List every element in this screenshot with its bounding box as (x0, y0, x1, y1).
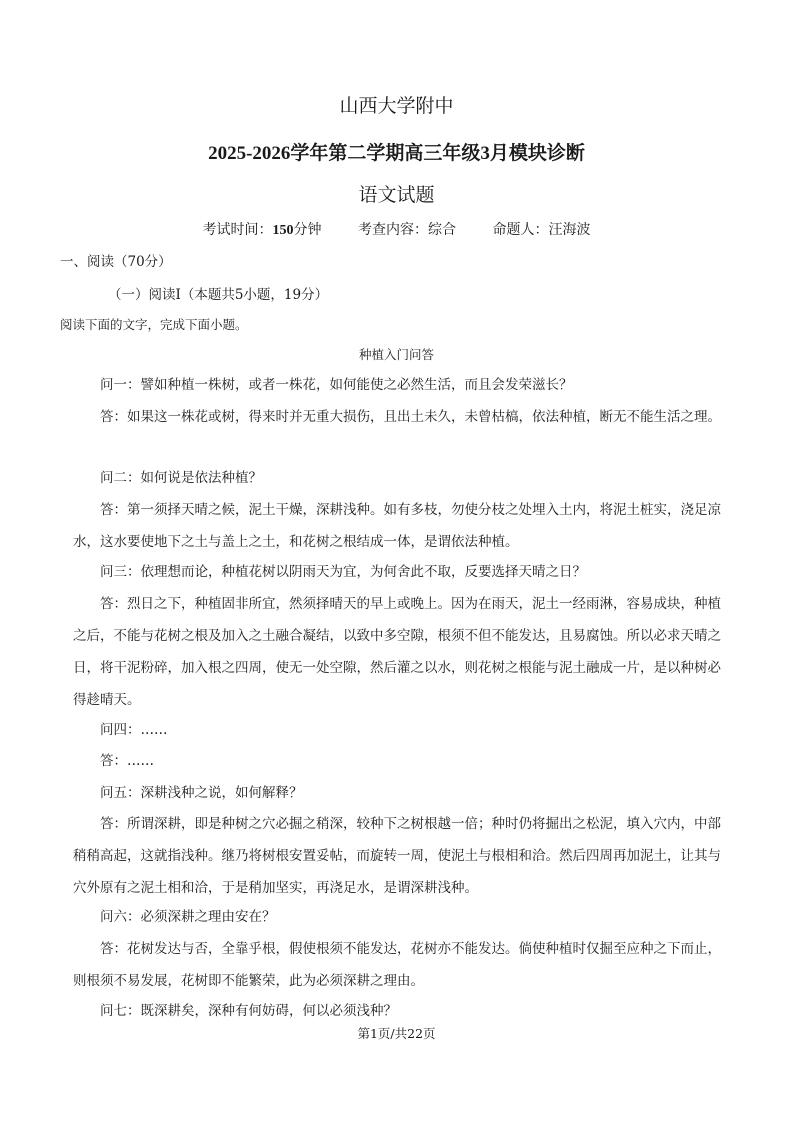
question-2: 问二：如何说是依法种植？ (100, 470, 262, 486)
question-7: 问七：既深耕矣，深种有何妨碍，何以必须浅种？ (100, 1003, 397, 1019)
question-5: 问五：深耕浅种之说，如何解释？ (100, 785, 303, 801)
question-3: 问三：依理想而论，种植花树以阴雨天为宜，为何舍此不取，反要选择天晴之日？ (100, 564, 586, 580)
exam-content: 考查内容：综合 (358, 222, 456, 238)
exam-title: 2025-2026学年第二学期高三年级3月模块诊断 (208, 143, 585, 164)
answer-2: 答：第一须择天晴之候，泥土干燥，深耕浅种。如有多枝，勿使分枝之处埋入土内，将泥土桩实，浇足凉水，这水要使地下之土与盖上之土，和花树之根结成一体，是谓依法种植。 (73, 502, 721, 550)
question-4: 问四：…… (100, 722, 168, 738)
instruction-text: 阅读下面的文字，完成下面小题。 (60, 317, 248, 332)
answer-4: 答：…… (100, 753, 154, 769)
answer-5: 答：所谓深耕，即是种树之穴必掘之稍深，较种下之树根越一倍；种时仍将掘出之松泥，填入穴内，中部稍稍高起，这就指浅种。继乃将树根安置妥帖，而旋转一周，使泥土与根相和洽。然后四周再加泥土，让其与穴外原有之泥土相和洽，于是稍加坚实，再浇足水，是谓深耕浅种。 (73, 816, 721, 896)
answer-3: 答：烈日之下，种植固非所宜，然须择晴天的早上或晚上。因为在雨天，泥土一经雨淋，容易成块，种植之后，不能与花树之根及加入之土融合凝结，以致中多空隙，根须不但不能发达，且易腐蚀。所以必求天晴之日，将干泥粉碎，加入根之四周，使无一处空隙，然后灌之以水，则花树之根能与泥土融成一片，是以种树必得趁晴天。 (73, 596, 721, 708)
article-title: 种植入门问答 (358, 347, 434, 362)
exam-author: 命题人：汪海波 (492, 222, 591, 238)
page-number: 第1页/共22页 (357, 1026, 436, 1041)
answer-1: 答：如果这一株花或树，得来时并无重大损伤，且出土未久，未曾枯槁，依法种植，断无不能生活之理。 (100, 409, 721, 425)
question-1: 问一：譬如种植一株树，或者一株花，如何能使之必然生活，而且会发荣滋长？ (100, 377, 573, 393)
exam-time: 考试时间：150分钟 (202, 222, 322, 238)
subsection-heading: （一）阅读Ⅰ（本题共5小题，19分） (108, 287, 329, 303)
answer-6: 答：花树发达与否，全靠乎根，假使根须不能发达，花树亦不能发达。倘使种植时仅掘至应种之下而止，则根须不易发展，花树即不能繁荣，此为必须深耕之理由。 (73, 941, 721, 989)
question-6: 问六：必须深耕之理由安在？ (100, 909, 276, 925)
subject-title: 语文试题 (358, 184, 435, 206)
school-name: 山西大学附中 (339, 95, 454, 117)
exam-meta (0, 221, 793, 240)
section-heading: 一、阅读（70分） (60, 254, 172, 270)
